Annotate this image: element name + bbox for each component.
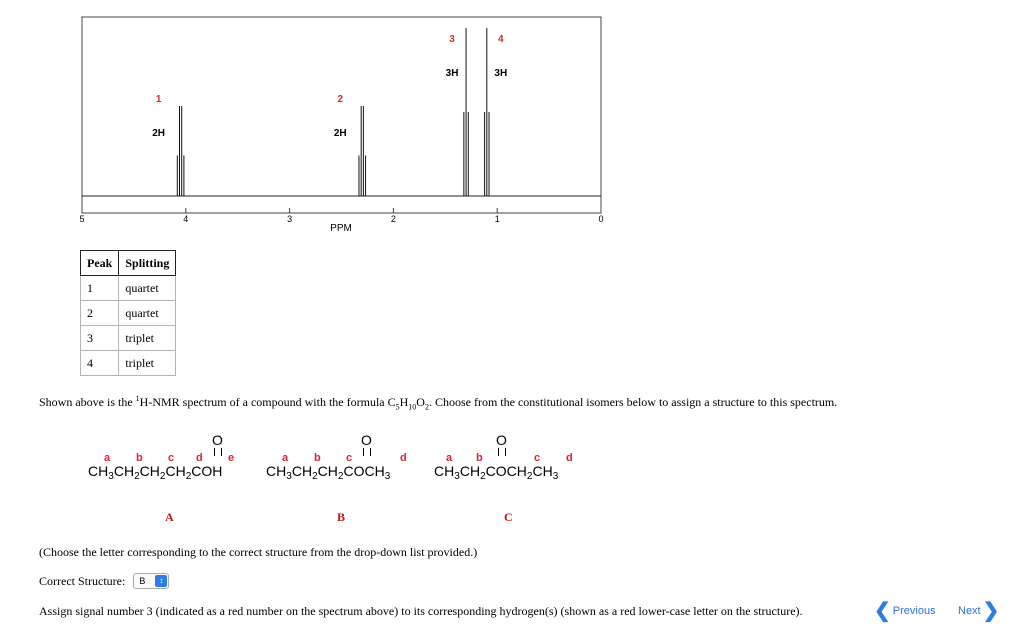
peak-header: Peak [81, 251, 119, 276]
peak-number-label: 2 [337, 94, 344, 105]
svg-text:CH3CH2CH2COCH3: $CH_3CH_2CH_2COCH_3$ [266, 463, 391, 482]
hydrogen-label-b: b [476, 452, 483, 464]
structure-letter-b: B [337, 510, 346, 524]
assign-instructions: Assign signal number 3 (indicated as a red number on the spectrum above) to its corresponding hydrogen(s) (shown as a red lower-case letter on the structure). [39, 604, 803, 618]
previous-label: Previous [892, 604, 936, 617]
oxygen-atom: O [212, 432, 223, 448]
peak-splitting: quartet [119, 276, 176, 301]
hydrogen-label-a: a [104, 452, 111, 464]
peak-splitting: triplet [119, 326, 176, 351]
select-arrows-icon: ↕ [155, 575, 167, 587]
peak-integration-label: 3H [445, 68, 459, 79]
table-row [81, 326, 176, 351]
peak-number-label: 3 [449, 34, 455, 45]
hydrogen-label-d: d [400, 452, 407, 464]
peak-number: 1 [81, 276, 119, 301]
spectrum-peaks [82, 28, 601, 196]
correct-structure-label: Correct Structure: [39, 573, 126, 588]
double-bond [498, 448, 506, 456]
hydrogen-label-b: b [314, 452, 321, 464]
table-header-row [81, 251, 176, 276]
hydrogen-label-c: c [534, 452, 541, 464]
svg-text:CH3CH2COCH2CH3: $CH_3CH_2COCH_2CH_3$ [434, 463, 559, 482]
ppm-axis [79, 208, 603, 224]
peak-integration-label: 2H [333, 128, 347, 139]
svg-text:CH3CH2CH2CH2COH: $CH_3CH_2CH_2CH_2COH$ [88, 463, 223, 482]
next-label: Next [958, 604, 981, 617]
axis-tick-label: 5 [79, 214, 85, 224]
hydrogen-label-e: e [228, 452, 235, 464]
axis-tick-label: 0 [598, 214, 604, 224]
nmr-spectrum [0, 0, 620, 240]
axis-tick-label: 1 [494, 214, 500, 224]
structure-select-value: B [139, 576, 146, 586]
structure-formula [88, 462, 258, 482]
chevron-right-icon: ❯ [982, 600, 1000, 622]
table-row [81, 351, 176, 376]
question-intro: Shown above is the $^1$H-NMR spectrum of a compound with the formula $C_5H_{10}O_2$. Choose from the constitutional isomers below to assign a structure to this spectrum. [39, 394, 838, 412]
structure-a [88, 432, 258, 482]
choose-instructions: (Choose the letter corresponding to the correct structure from the drop-down list provided.) [39, 545, 478, 559]
axis-tick-label: 4 [183, 214, 189, 224]
hydrogen-label-d: d [196, 452, 203, 464]
oxygen-atom: O [496, 432, 507, 448]
double-bond [363, 448, 371, 456]
axis-tick-label: 3 [287, 214, 293, 224]
table-row [81, 276, 176, 301]
hydrogen-label-c: c [168, 452, 175, 464]
hydrogen-label-b: b [136, 452, 143, 464]
hydrogen-label-c: c [346, 452, 353, 464]
hydrogen-label-a: a [282, 452, 289, 464]
peak-integration-label: 3H [494, 68, 508, 79]
ppm-axis-label: PPM [330, 223, 352, 234]
splitting-header: Splitting [119, 251, 176, 276]
chevron-left-icon: ❮ [874, 600, 891, 622]
double-bond [214, 448, 222, 456]
table-row [81, 301, 176, 326]
structure-formula [434, 462, 604, 482]
spectrum-frame [82, 17, 601, 213]
axis-tick-label: 2 [390, 214, 396, 224]
previous-button[interactable] [874, 598, 936, 623]
structure-letter-a: A [165, 510, 174, 524]
oxygen-atom: O [361, 432, 372, 448]
peak-number: 3 [81, 326, 119, 351]
structure-c [434, 432, 604, 482]
structure-formula [266, 462, 436, 482]
peak-splitting: quartet [119, 301, 176, 326]
structure-letter-c: C [504, 510, 513, 524]
peak-number-label: 1 [155, 94, 162, 105]
peak-number: 2 [81, 301, 119, 326]
peak-integration-label: 2H [152, 128, 166, 139]
structure-b [266, 432, 436, 482]
peak-table [80, 250, 176, 376]
correct-structure-row [39, 573, 169, 589]
peak-number-label: 4 [498, 34, 504, 45]
hydrogen-label-d: d [566, 452, 573, 464]
next-button[interactable] [958, 598, 999, 623]
peak-number: 4 [81, 351, 119, 376]
peak-splitting: triplet [119, 351, 176, 376]
hydrogen-label-a: a [446, 452, 453, 464]
structure-select[interactable] [133, 573, 169, 589]
